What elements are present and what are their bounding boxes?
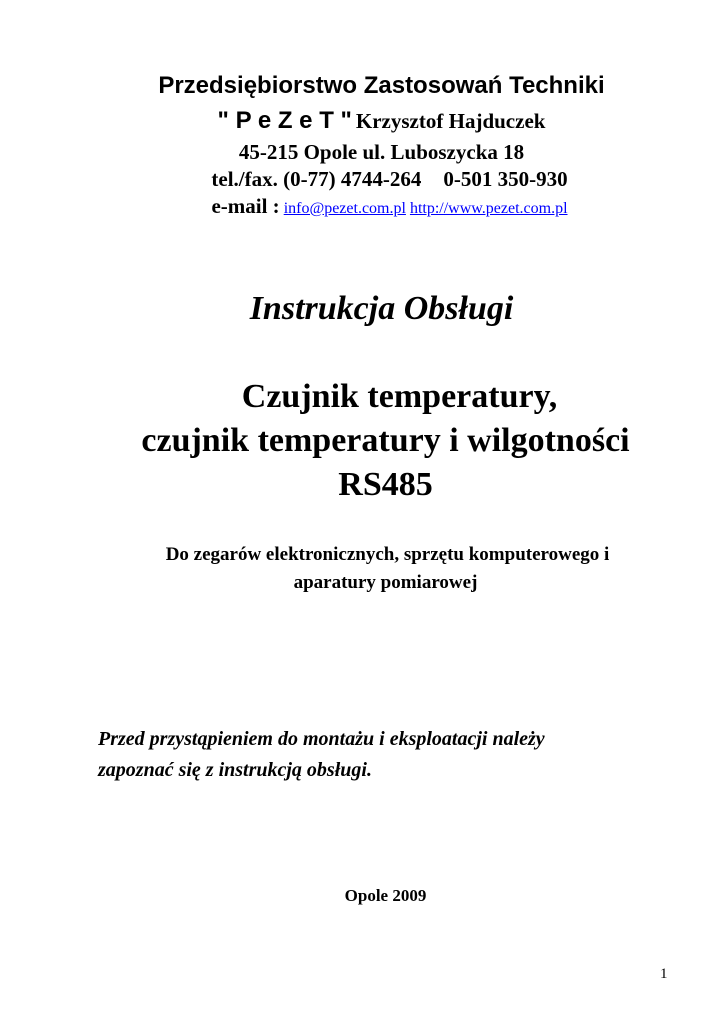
mobile-phone: 0-501 350-930 (443, 167, 568, 191)
email-label: e-mail : (211, 194, 280, 218)
product-title-line-1: Czujnik temperatury, (241, 378, 558, 415)
purpose-line-1: Do zegarów elektronicznych, sprzętu komputerowego i (165, 544, 610, 565)
purpose-line-2: aparatury pomiarowej (293, 572, 478, 593)
company-name: Przedsiębiorstwo Zastosowań Techniki (158, 72, 605, 99)
product-title-line-2: czujnik temperatury i wilgotności (141, 422, 630, 459)
contact-email-line (28, 194, 723, 219)
phone-fax: tel./fax. (0-77) 4744-264 (211, 167, 422, 191)
owner-name: Krzysztof Hajduczek (355, 109, 546, 133)
place-and-year: Opole 2009 (344, 886, 427, 905)
instruction-note-line-2: zapoznać się z instrukcją obsługi. (98, 759, 372, 781)
brand-owner-line (20, 107, 723, 135)
manual-title: Instrukcja Obsługi (249, 290, 514, 327)
brand-name: " P e Z e T " (217, 107, 352, 134)
website-link[interactable]: http://www.pezet.com.pl (409, 200, 568, 217)
product-title-line-3: RS485 (338, 466, 433, 503)
contact-phones (28, 167, 723, 192)
email-link[interactable]: info@pezet.com.pl (283, 200, 406, 217)
company-address: 45-215 Opole ul. Luboszycka 18 (238, 140, 525, 164)
page-number: 1 (660, 966, 668, 982)
instruction-note-line-1: Przed przystąpieniem do montażu i eksploatacji należy (98, 728, 545, 750)
